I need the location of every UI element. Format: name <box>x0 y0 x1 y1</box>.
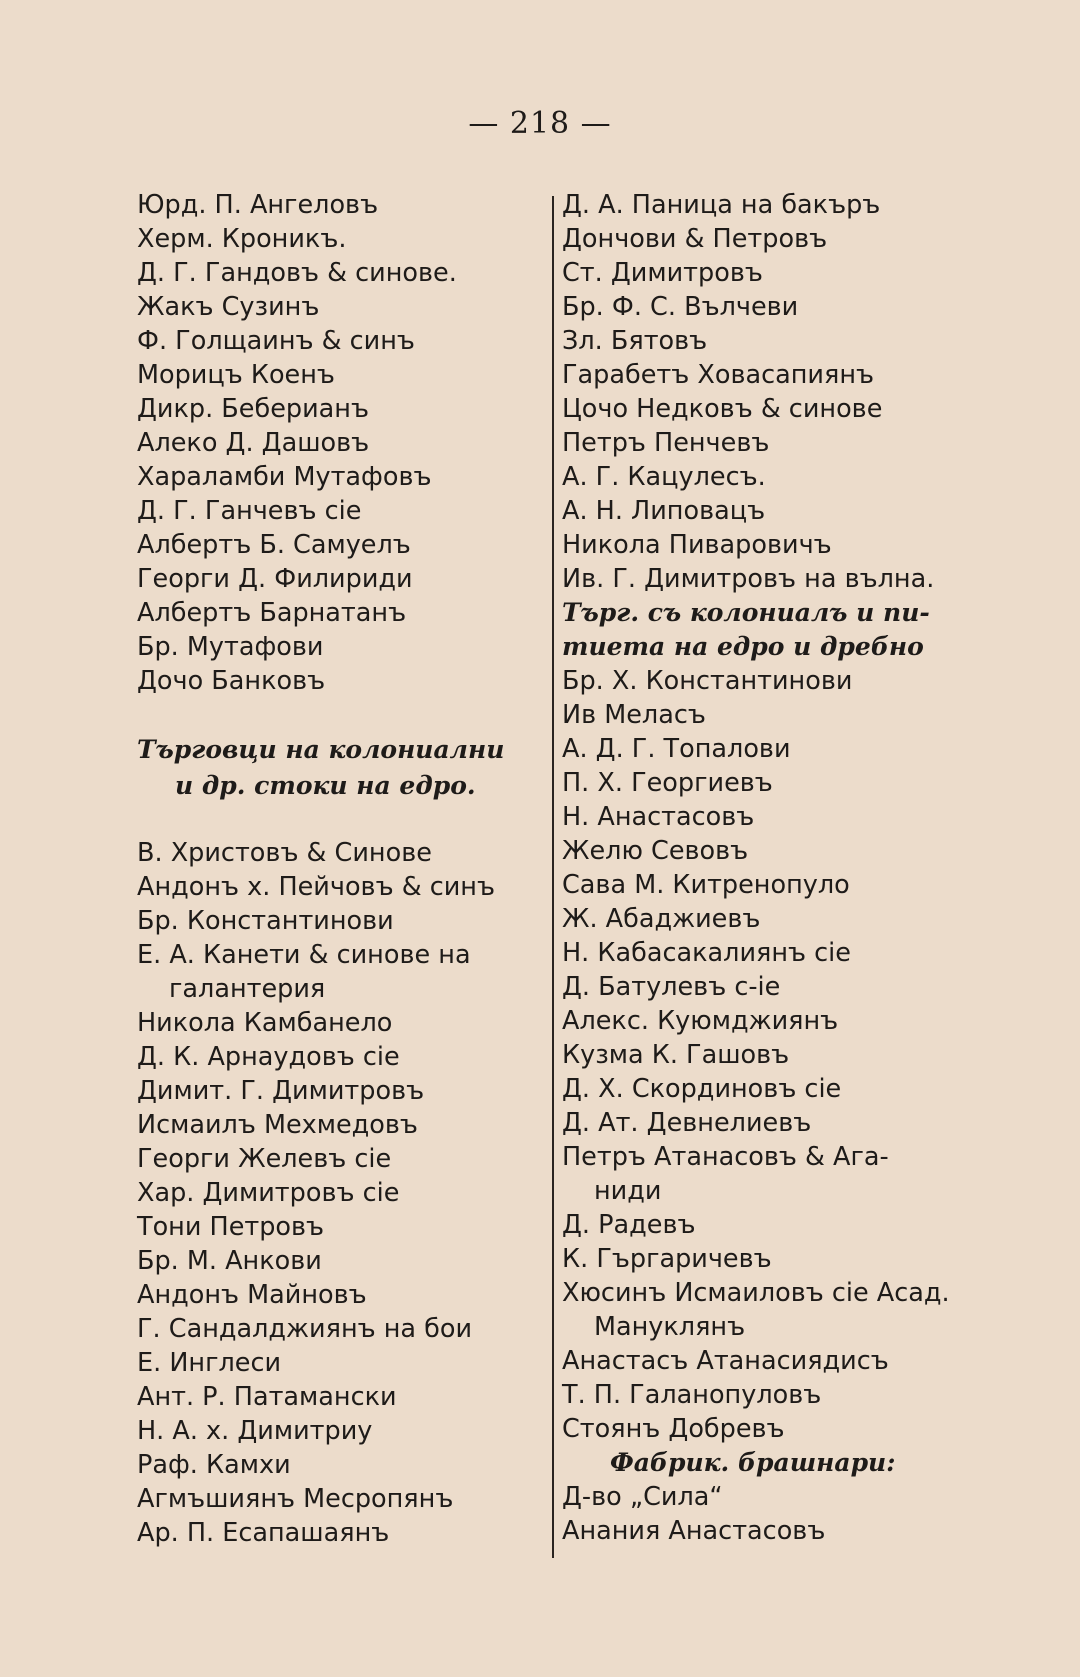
list-item: Никола Пиваровичъ <box>562 530 832 560</box>
list-item: Агмъшиянъ Месропянъ <box>137 1484 454 1514</box>
left-heading-line2: и др. стоки на едро. <box>175 771 476 800</box>
list-item: Д. Г. Ганчевъ сіе <box>137 496 362 526</box>
list-item: Анастасъ Атанасиядисъ <box>562 1346 889 1376</box>
list-item: Н. А. х. Димитриу <box>137 1416 373 1446</box>
right-entries-a <box>562 188 970 596</box>
list-item-continuation: Мануклянъ <box>594 1312 746 1342</box>
list-item: Андонъ Майновъ <box>137 1280 367 1310</box>
kaneti-line1: Е. А. Канети & синове на <box>137 940 471 970</box>
list-item: Петръ Атанасовъ & Ага- <box>562 1142 889 1172</box>
list-item: Д-во „Сила“ <box>562 1482 723 1512</box>
list-item: Херм. Кроникъ. <box>137 224 347 254</box>
right-heading-line1: Търг. съ колониалъ и пи- <box>562 598 930 627</box>
list-item: Д. Г. Гандовъ & синове. <box>137 258 457 288</box>
list-item: Д. А. Паница на бакъръ <box>562 190 881 220</box>
spacer <box>137 804 542 836</box>
right-section-heading <box>562 596 970 664</box>
list-item: Алеко Д. Дашовъ <box>137 428 370 458</box>
left-heading-line1: Търговци на колониални <box>137 735 505 764</box>
right-entries-c <box>562 1480 970 1548</box>
list-item: Н. Кабасакалиянъ сіе <box>562 938 851 968</box>
right-section-heading-2: Фабрик. брашнари: <box>610 1448 896 1477</box>
list-item: Г. Сандалджиянъ на бои <box>137 1314 473 1344</box>
list-item-continuation: ниди <box>594 1176 662 1206</box>
list-item: Анания Анастасовъ <box>562 1516 826 1546</box>
spacer <box>137 698 542 732</box>
right-entries-b2 <box>562 1208 970 1276</box>
list-item <box>137 938 542 972</box>
list-item: Цочо Недковъ & синове <box>562 394 883 424</box>
list-item: Бр. Мутафови <box>137 632 324 662</box>
list-item: Д. Радевъ <box>562 1210 696 1240</box>
list-item: Ст. Димитровъ <box>562 258 763 288</box>
list-item: Сава М. Китренопуло <box>562 870 850 900</box>
list-item: А. Н. Липовацъ <box>562 496 766 526</box>
list-item: Раф. Камхи <box>137 1450 291 1480</box>
list-item: Д. Х. Скординовъ сіе <box>562 1074 842 1104</box>
list-item: Дочо Банковъ <box>137 666 326 696</box>
list-item: Кузма К. Гашовъ <box>562 1040 790 1070</box>
list-item: Зл. Бятовъ <box>562 326 708 356</box>
list-item: Ант. Р. Патамански <box>137 1382 397 1412</box>
page-number: — 218 — <box>468 106 612 141</box>
list-item: Д. Батулевъ с-іе <box>562 972 781 1002</box>
list-item: Стоянъ Добревъ <box>562 1414 785 1444</box>
list-item: Юрд. П. Ангеловъ <box>137 190 379 220</box>
list-item: Гарабетъ Ховасапиянъ <box>562 360 875 390</box>
list-item: В. Христовъ & Синове <box>137 838 432 868</box>
right-heading-line2: тиета на едро и дребно <box>562 632 924 661</box>
right-column <box>562 188 970 1548</box>
list-item: Хюсинъ Исмаиловъ сіе Асад. <box>562 1278 950 1308</box>
left-entries-a <box>137 188 542 698</box>
left-column <box>137 188 542 1550</box>
list-item: Хараламби Мутафовъ <box>137 462 432 492</box>
list-item: Т. П. Галанопуловъ <box>562 1380 822 1410</box>
list-item: Желю Севовъ <box>562 836 749 866</box>
right-entries-b1 <box>562 664 970 1140</box>
list-item: Ив Меласъ <box>562 700 706 730</box>
list-item: Бр. Константинови <box>137 906 394 936</box>
list-item: Андонъ х. Пейчовъ & синъ <box>137 872 495 902</box>
list-item: Дикр. Беберианъ <box>137 394 369 424</box>
list-item: Жакъ Сузинъ <box>137 292 320 322</box>
list-item: Д. Ат. Девнелиевъ <box>562 1108 812 1138</box>
list-item: Алекс. Куюмджиянъ <box>562 1006 839 1036</box>
left-entries-b1 <box>137 836 542 938</box>
list-item: Албертъ Барнатанъ <box>137 598 407 628</box>
list-item-continuation: галантерия <box>169 974 326 1004</box>
left-entries-b2 <box>137 1006 542 1550</box>
list-item: П. Х. Георгиевъ <box>562 768 773 798</box>
list-item: К. Гъргаричевъ <box>562 1244 772 1274</box>
list-item: Дончови & Петровъ <box>562 224 828 254</box>
list-item: Морицъ Коенъ <box>137 360 335 390</box>
list-item: Георги Желевъ сіе <box>137 1144 392 1174</box>
list-item: Никола Камбанело <box>137 1008 393 1038</box>
list-item: Ар. П. Есапашаянъ <box>137 1518 390 1548</box>
right-entries-b3 <box>562 1344 970 1446</box>
list-item: Д. К. Арнаудовъ сіе <box>137 1042 400 1072</box>
list-item: А. Д. Г. Топалови <box>562 734 791 764</box>
list-item: Н. Анастасовъ <box>562 802 755 832</box>
list-item: Димит. Г. Димитровъ <box>137 1076 425 1106</box>
list-item: Хар. Димитровъ сіе <box>137 1178 400 1208</box>
list-item: Георги Д. Филириди <box>137 564 413 594</box>
list-item: Ив. Г. Димитровъ на вълна. <box>562 564 935 594</box>
list-item: Тони Петровъ <box>137 1212 325 1242</box>
list-item: Исмаилъ Мехмедовъ <box>137 1110 418 1140</box>
list-item: Бр. Х. Константинови <box>562 666 853 696</box>
left-section-heading <box>137 732 542 804</box>
list-item: Ф. Голщаинъ & синъ <box>137 326 415 356</box>
list-item: Албертъ Б. Самуелъ <box>137 530 411 560</box>
list-item: Бр. Ф. С. Вълчеви <box>562 292 799 322</box>
column-divider <box>552 196 554 1558</box>
list-item: Петръ Пенчевъ <box>562 428 770 458</box>
list-item: А. Г. Кацулесъ. <box>562 462 766 492</box>
list-item: Бр. М. Анкови <box>137 1246 322 1276</box>
list-item: Е. Инглеси <box>137 1348 282 1378</box>
list-item: Ж. Абаджиевъ <box>562 904 761 934</box>
